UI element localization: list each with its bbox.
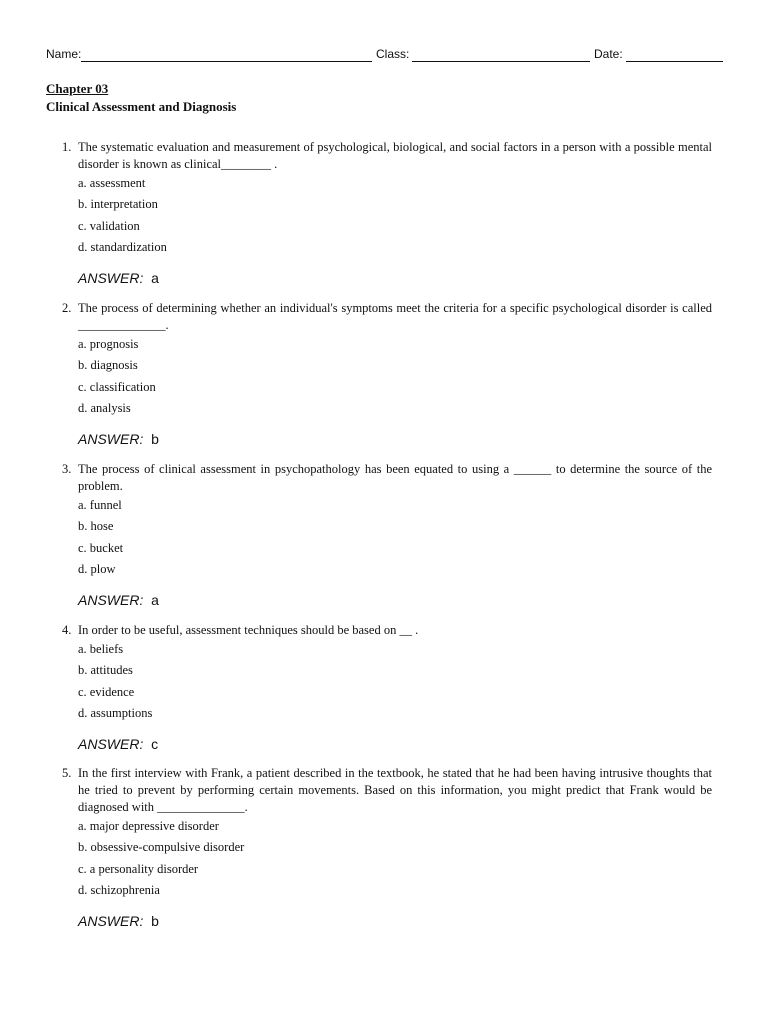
question-2 (62, 300, 712, 447)
question-number: 4. (62, 623, 72, 637)
option-a: a. assessment (78, 176, 146, 190)
question-3 (62, 461, 712, 608)
option-a: a. beliefs (78, 642, 124, 656)
option-list (78, 175, 712, 260)
option-b: b. attitudes (78, 663, 133, 678)
class-label: Class: (376, 47, 410, 61)
option-a: a. prognosis (78, 337, 139, 351)
option-d: d. analysis (78, 400, 131, 415)
answer-line (78, 736, 712, 752)
answer-line (78, 592, 712, 608)
question-number: 5. (62, 766, 72, 780)
option-c: c. classification (78, 379, 156, 394)
chapter-title: Clinical Assessment and Diagnosis (46, 99, 237, 114)
question-1 (62, 139, 712, 286)
answer-line (78, 913, 712, 929)
answer-label: ANSWER: (78, 913, 144, 930)
date-label: Date: (594, 47, 623, 61)
option-c: c. a personality disorder (78, 861, 199, 876)
option-c: c. bucket (78, 540, 124, 555)
question-stem (62, 300, 712, 334)
option-c: c. evidence (78, 684, 135, 699)
option-b: b. hose (78, 519, 114, 534)
option-a: a. funnel (78, 498, 122, 512)
answer-label: ANSWER: (78, 270, 144, 287)
answer-value: b (151, 913, 159, 930)
option-b: b. diagnosis (78, 358, 138, 373)
answer-label: ANSWER: (78, 736, 144, 753)
question-stem (62, 139, 712, 173)
question-stem (62, 622, 712, 639)
answer-value: a (151, 592, 159, 609)
option-d: d. assumptions (78, 705, 153, 720)
question-number: 1. (62, 140, 72, 154)
option-list (78, 336, 712, 421)
answer-value: b (151, 431, 159, 448)
option-b: b. interpretation (78, 197, 158, 212)
option-c: c. validation (78, 218, 140, 233)
question-text: The process of clinical assessment in psychopathology has been equated to using a ______ to determine the source of the problem. (78, 462, 712, 493)
answer-value: c (151, 736, 159, 753)
question-text: The process of determining whether an individual's symptoms meet the criteria for a specific psychological disorder is called ______________. (78, 301, 712, 332)
answer-label: ANSWER: (78, 431, 144, 448)
option-list (78, 641, 712, 726)
question-text: In order to be useful, assessment techniques should be based on __ . (78, 623, 419, 637)
answer-line (78, 270, 712, 286)
option-list (78, 818, 712, 903)
option-d: d. standardization (78, 239, 167, 254)
chapter-number: Chapter 03 (46, 81, 109, 96)
option-d: d. plow (78, 561, 116, 576)
answer-value: a (151, 270, 159, 287)
question-number: 3. (62, 462, 72, 476)
question-number: 2. (62, 301, 72, 315)
question-stem (62, 461, 712, 495)
option-list (78, 497, 712, 582)
question-stem (62, 765, 712, 816)
question-text: In the first interview with Frank, a patient described in the textbook, he stated that he had been having intrusive thoughts that he tried to prevent by performing certain movements. Based on this information, you might predict that Frank would be diagnosed with ______________. (78, 766, 712, 814)
option-d: d. schizophrenia (78, 882, 160, 897)
answer-line (78, 431, 712, 447)
name-label: Name: (46, 47, 82, 61)
option-a: a. major depressive disorder (78, 819, 219, 833)
question-4 (62, 622, 712, 752)
option-b: b. obsessive-compulsive disorder (78, 840, 245, 855)
answer-label: ANSWER: (78, 592, 144, 609)
question-5 (62, 765, 712, 929)
question-text: The systematic evaluation and measurement of psychological, biological, and social factors in a person with a possible mental disorder is known as clinical________ . (78, 140, 712, 171)
